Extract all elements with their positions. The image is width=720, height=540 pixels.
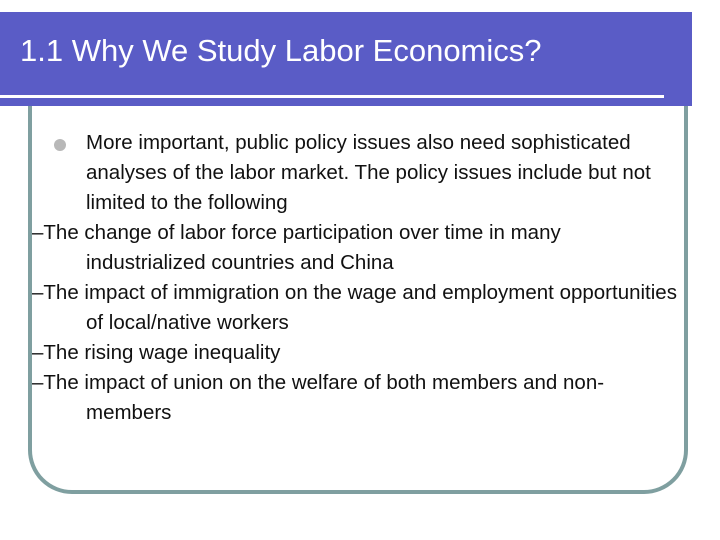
sub-point-2: –The impact of immigration on the wage and employment opportunities of local/native workers <box>32 281 677 334</box>
slide-title: 1.1 Why We Study Labor Economics? <box>20 33 542 68</box>
main-point <box>32 128 682 218</box>
sub-point-4: –The impact of union on the welfare of both members and non-members <box>32 371 605 424</box>
title-underline <box>0 95 664 98</box>
slide-content <box>32 128 682 428</box>
sub-point-1: –The change of labor force participation over time in many industrialized countries and China <box>32 221 561 274</box>
main-point-text: More important, public policy issues also need sophisticated analyses of the labor market. The policy issues include but not limited to the following <box>86 131 651 214</box>
sub-point-3: –The rising wage inequality <box>32 341 281 364</box>
bullet-icon <box>54 139 66 151</box>
